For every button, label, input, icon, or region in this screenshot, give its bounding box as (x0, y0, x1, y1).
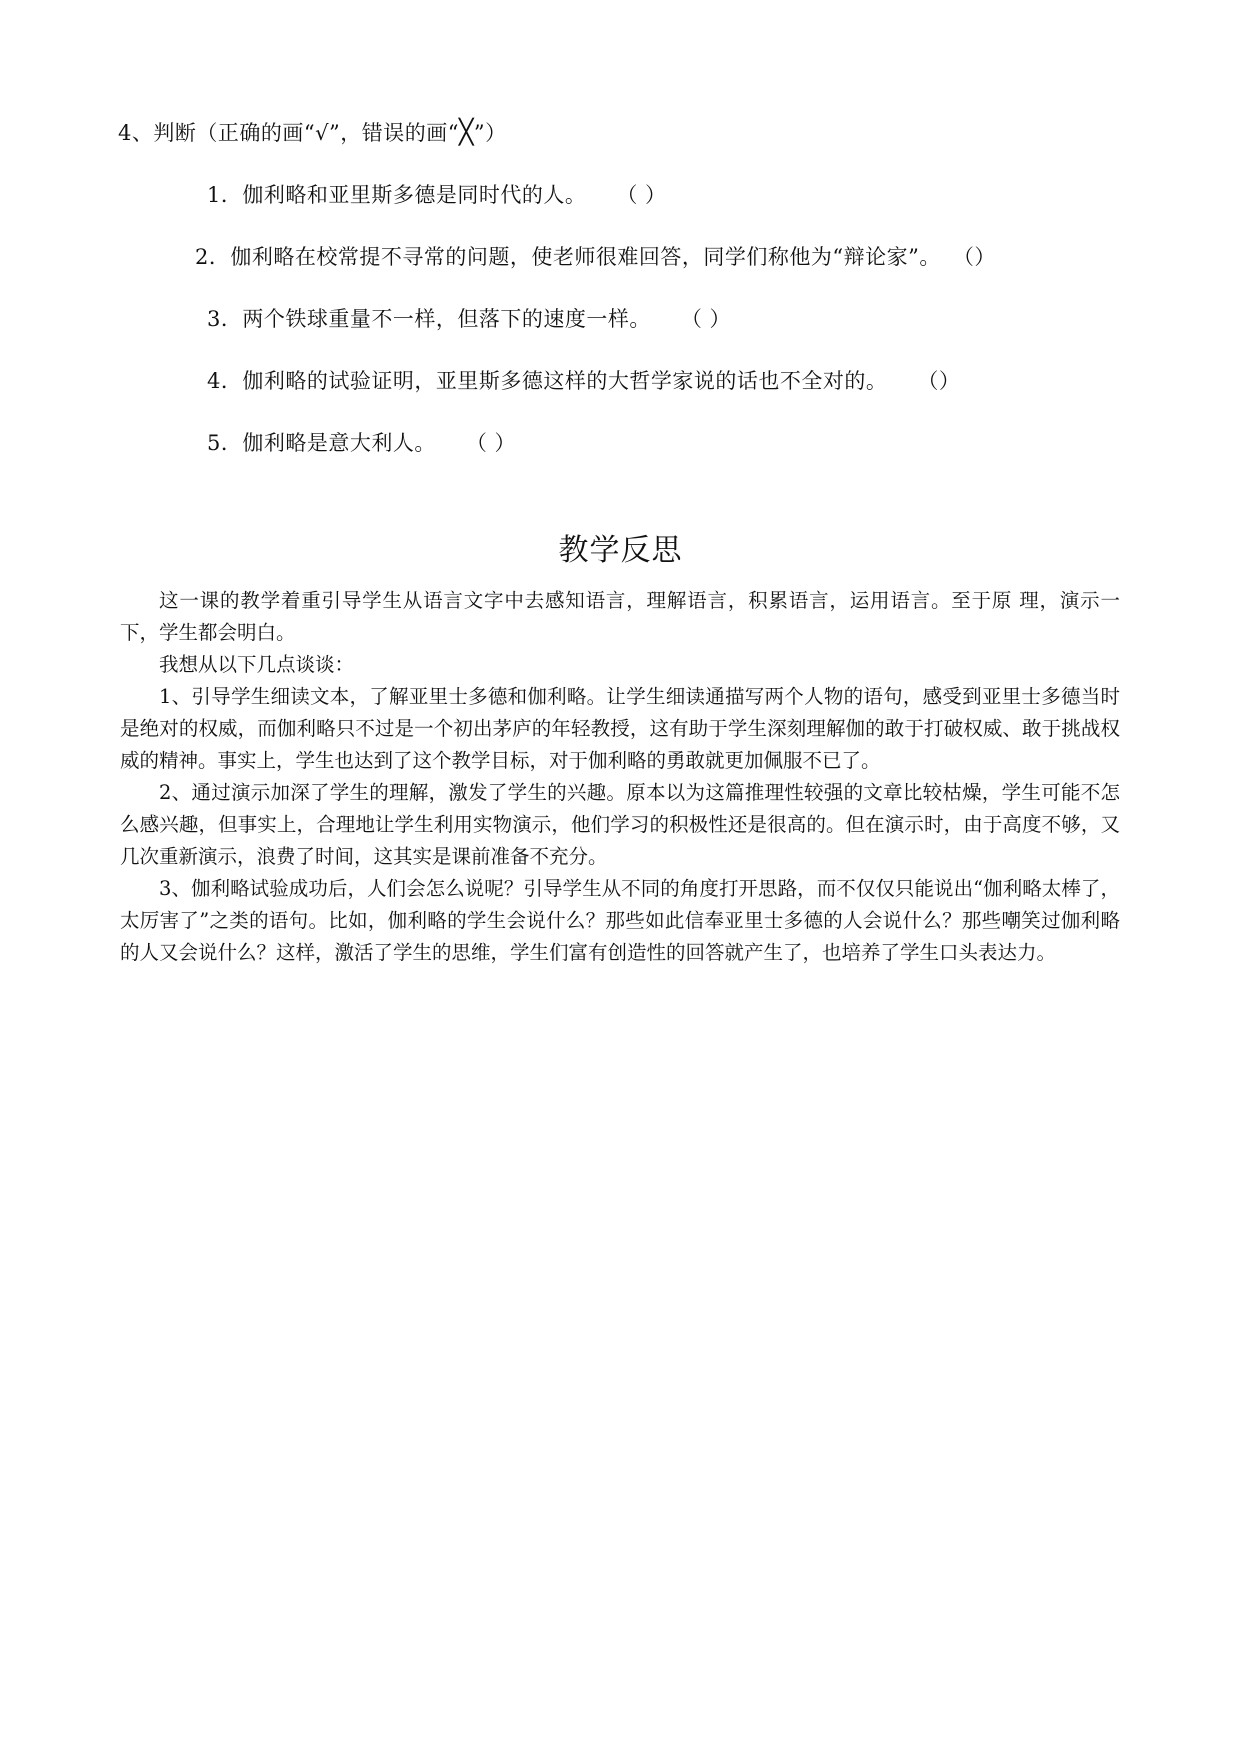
exercise-item-text: 伽利略的试验证明，亚里斯多德这样的大哲学家说的话也不全对的。 (242, 369, 888, 393)
exercise-item-number: 2． (195, 245, 231, 269)
exercise-heading-prefix: 4、判断（正确的画“√”，错误的画“ (118, 121, 459, 145)
reflection-paragraph: 我想从以下几点谈谈： (159, 653, 355, 676)
exercise-item-number: 3． (207, 307, 243, 331)
cross-mark-icon: ╳ (458, 118, 474, 146)
exercise-item-text: 伽利略是意大利人。 (242, 431, 436, 455)
reflection-paragraph: 2、通过演示加深了学生的理解，激发了学生的兴趣。原本以为这篇推理性较强的文章比较枯燥，学生可能不怎么感兴趣，但事实上，合理地让学生利用实物演示，他们学习的积极性还是很高的。但在演示时，由于高度不够，又几次重新演示，浪费了时间，这其实是课前准备不充分。 (120, 781, 1120, 868)
reflection-title: 教学反思 (558, 533, 683, 568)
exercise-item-4 (207, 366, 960, 396)
answer-blank: （ ） (680, 307, 732, 331)
exercise-heading (118, 118, 507, 148)
answer-blank: （ ） (616, 183, 667, 207)
exercise-item-number: 1． (207, 183, 243, 207)
reflection-body (120, 585, 1120, 969)
exercise-item-3 (207, 304, 731, 334)
answer-blank: （ ） (465, 431, 517, 455)
exercise-item-number: 4． (207, 369, 243, 393)
exercise-item-5 (207, 428, 516, 458)
exercise-item-text: 伽利略在校常提不寻常的问题，使老师很难回答，同学们称他为“辩论家”。 (230, 245, 941, 269)
reflection-paragraph: 3、伽利略试验成功后，人们会怎么说呢？引导学生从不同的角度打开思路，而不仅仅只能说出“伽利略太棒了，太厉害了”之类的语句。比如，伽利略的学生会说什么？那些如此信奉亚里士多德的人会说什么？那些嘲笑过伽利略的人又会说什么？这样，激活了学生的思维，学生们富有创造性的回答就产生了，也培养了学生口头表达力。 (120, 877, 1120, 964)
exercise-item-2 (195, 242, 996, 272)
answer-blank: （） (952, 245, 996, 269)
reflection-paragraph: 这一课的教学着重引导学生从语言文字中去感知语言，理解语言，积累语言，运用语言。至于原 理，演示一下，学生都会明白。 (120, 589, 1120, 644)
exercise-item-text: 伽利略和亚里斯多德是同时代的人。 (242, 183, 587, 207)
exercise-item-1 (207, 180, 667, 210)
reflection-paragraph: 1、引导学生细读文本，了解亚里士多德和伽利略。让学生细读通描写两个人物的语句，感受到亚里士多德当时是绝对的权威，而伽利略只不过是一个初出茅庐的年轻教授，这有助于学生深刻理解伽的敢于打破权威、敢于挑战权威的精神。事实上，学生也达到了这个教学目标，对于伽利略的勇敢就更加佩服不已了。 (120, 685, 1120, 772)
answer-blank: （） (917, 369, 961, 393)
exercise-item-text: 两个铁球重量不一样，但落下的速度一样。 (242, 307, 651, 331)
exercise-heading-suffix: ”） (473, 121, 507, 145)
exercise-item-number: 5． (207, 431, 243, 455)
